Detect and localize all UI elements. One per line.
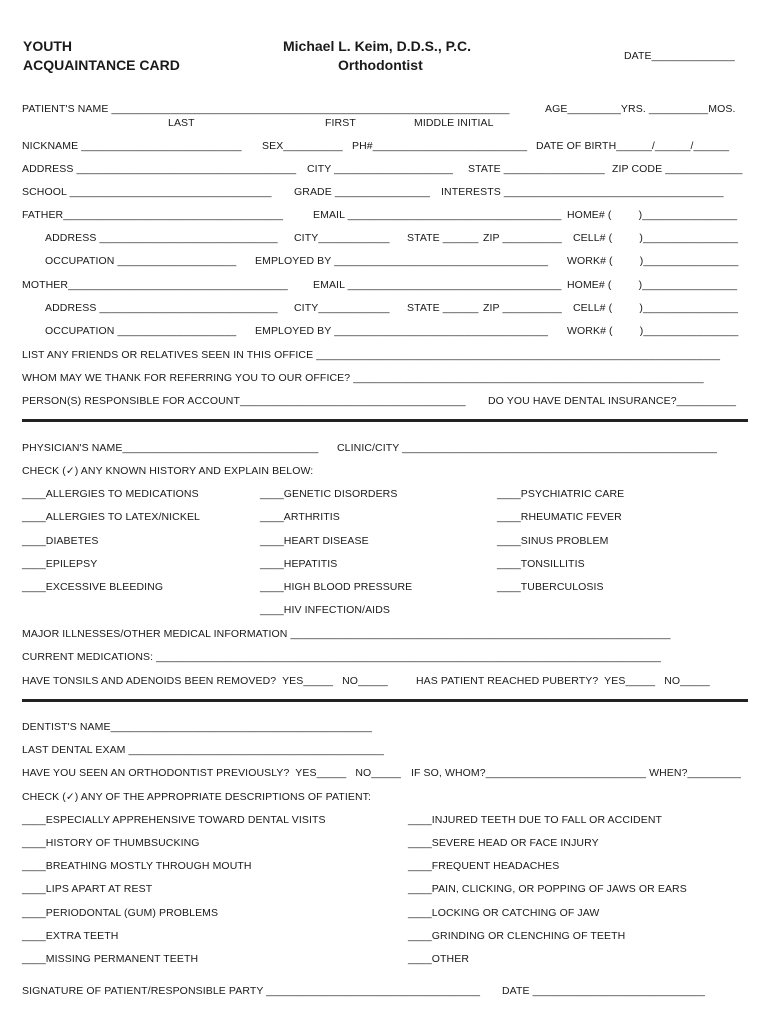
state-field[interactable]: STATE _________________ <box>468 163 605 175</box>
puberty-field[interactable]: HAS PATIENT REACHED PUBERTY? YES_____ NO_____ <box>416 675 710 687</box>
history-heart-disease[interactable]: ____HEART DISEASE <box>260 535 369 547</box>
referral-field[interactable]: WHOM MAY WE THANK FOR REFERRING YOU TO OUR OFFICE? ___________________________________________________________ <box>22 372 704 384</box>
city-field[interactable]: CITY ____________________ <box>307 163 453 175</box>
father-occupation-field[interactable]: OCCUPATION ____________________ <box>45 255 237 267</box>
patient-check-instruction: CHECK (✓) ANY OF THE APPROPRIATE DESCRIPTIONS OF PATIENT: <box>22 791 371 803</box>
grade-field[interactable]: GRADE ________________ <box>294 186 430 198</box>
mother-state-field[interactable]: STATE ______ <box>407 302 479 314</box>
section-divider-1 <box>22 419 748 422</box>
father-field[interactable]: FATHER_____________________________________ <box>22 209 284 221</box>
desc-jaw-locking[interactable]: ____LOCKING OR CATCHING OF JAW <box>408 907 600 919</box>
mother-work-phone-field[interactable]: WORK# ( )________________ <box>567 325 739 337</box>
desc-missing-teeth[interactable]: ____MISSING PERMANENT TEETH <box>22 953 199 965</box>
physician-name-field[interactable]: PHYSICIAN'S NAME_________________________________ <box>22 442 319 454</box>
section-divider-2 <box>22 699 748 702</box>
desc-grinding[interactable]: ____GRINDING OR CLENCHING OF TEETH <box>408 930 626 942</box>
current-medications-field[interactable]: CURRENT MEDICATIONS: _____________________________________________________________________________________ <box>22 651 661 663</box>
sex-field[interactable]: SEX__________ <box>262 140 343 152</box>
father-state-field[interactable]: STATE ______ <box>407 232 479 244</box>
history-genetic-disorders[interactable]: ____GENETIC DISORDERS <box>260 488 398 500</box>
father-zip-field[interactable]: ZIP __________ <box>483 232 562 244</box>
previous-orthodontist-field[interactable]: HAVE YOU SEEN AN ORTHODONTIST PREVIOUSLY? YES_____ NO_____ <box>22 767 401 779</box>
desc-mouth-breathing[interactable]: ____BREATHING MOSTLY THROUGH MOUTH <box>22 860 252 872</box>
nickname-field[interactable]: NICKNAME ___________________________ <box>22 140 242 152</box>
mother-address-field[interactable]: ADDRESS ______________________________ <box>45 302 278 314</box>
tonsils-removed-field[interactable]: HAVE TONSILS AND ADENOIDS BEEN REMOVED? YES_____ NO_____ <box>22 675 388 687</box>
friends-relatives-field[interactable]: LIST ANY FRIENDS OR RELATIVES SEEN IN THIS OFFICE ____________________________________________________________________ <box>22 349 721 361</box>
father-employer-field[interactable]: EMPLOYED BY ____________________________________ <box>255 255 549 267</box>
last-dental-exam-field[interactable]: LAST DENTAL EXAM ___________________________________________ <box>22 744 384 756</box>
history-excessive-bleeding[interactable]: ____EXCESSIVE BLEEDING <box>22 581 164 593</box>
phone-field[interactable]: PH#__________________________ <box>352 140 528 152</box>
middle-initial-label: MIDDLE INITIAL <box>414 117 494 129</box>
dental-insurance-field[interactable]: DO YOU HAVE DENTAL INSURANCE?__________ <box>488 395 737 407</box>
desc-injured-teeth[interactable]: ____INJURED TEETH DUE TO FALL OR ACCIDENT <box>408 814 663 826</box>
zip-code-field[interactable]: ZIP CODE _____________ <box>612 163 743 175</box>
history-tuberculosis[interactable]: ____TUBERCULOSIS <box>497 581 604 593</box>
interests-field[interactable]: INTERESTS _____________________________________ <box>441 186 724 198</box>
school-field[interactable]: SCHOOL __________________________________ <box>22 186 272 198</box>
form-title-line1: YOUTH <box>23 38 72 54</box>
age-field[interactable]: AGE_________YRS. __________MOS. <box>545 103 736 115</box>
history-psychiatric-care[interactable]: ____PSYCHIATRIC CARE <box>497 488 625 500</box>
desc-extra-teeth[interactable]: ____EXTRA TEETH <box>22 930 119 942</box>
responsible-party-field[interactable]: PERSON(S) RESPONSIBLE FOR ACCOUNT______________________________________ <box>22 395 466 407</box>
history-sinus-problem[interactable]: ____SINUS PROBLEM <box>497 535 609 547</box>
mother-home-phone-field[interactable]: HOME# ( )________________ <box>567 279 738 291</box>
history-high-blood-pressure[interactable]: ____HIGH BLOOD PRESSURE <box>260 581 413 593</box>
father-work-phone-field[interactable]: WORK# ( )________________ <box>567 255 739 267</box>
patient-name-field[interactable]: PATIENT'S NAME ___________________________________________________________________ <box>22 103 510 115</box>
desc-jaw-pain[interactable]: ____PAIN, CLICKING, OR POPPING OF JAWS OR EARS <box>408 883 687 895</box>
signature-field[interactable]: SIGNATURE OF PATIENT/RESPONSIBLE PARTY ____________________________________ <box>22 985 481 997</box>
desc-periodontal[interactable]: ____PERIODONTAL (GUM) PROBLEMS <box>22 907 219 919</box>
mother-email-field[interactable]: EMAIL ____________________________________ <box>313 279 562 291</box>
last-label: LAST <box>168 117 195 129</box>
history-hepatitis[interactable]: ____HEPATITIS <box>260 558 338 570</box>
history-epilepsy[interactable]: ____EPILEPSY <box>22 558 98 570</box>
clinic-city-field[interactable]: CLINIC/CITY _____________________________________________________ <box>337 442 717 454</box>
dob-field[interactable]: DATE OF BIRTH______/______/______ <box>536 140 730 152</box>
mother-city-field[interactable]: CITY____________ <box>294 302 390 314</box>
desc-thumbsucking[interactable]: ____HISTORY OF THUMBSUCKING <box>22 837 200 849</box>
history-allergies-medications[interactable]: ____ALLERGIES TO MEDICATIONS <box>22 488 199 500</box>
medical-check-instruction: CHECK (✓) ANY KNOWN HISTORY AND EXPLAIN BELOW: <box>22 465 314 477</box>
mother-cell-field[interactable]: CELL# ( )________________ <box>573 302 739 314</box>
orthodontist-whom-when-field[interactable]: IF SO, WHOM?___________________________ WHEN?_________ <box>411 767 741 779</box>
signature-date-field[interactable]: DATE _____________________________ <box>502 985 705 997</box>
history-rheumatic-fever[interactable]: ____RHEUMATIC FEVER <box>497 511 622 523</box>
mother-zip-field[interactable]: ZIP __________ <box>483 302 562 314</box>
doctor-title: Orthodontist <box>338 57 423 73</box>
desc-head-face-injury[interactable]: ____SEVERE HEAD OR FACE INJURY <box>408 837 599 849</box>
desc-lips-apart[interactable]: ____LIPS APART AT REST <box>22 883 153 895</box>
desc-other[interactable]: ____OTHER <box>408 953 470 965</box>
father-city-field[interactable]: CITY____________ <box>294 232 390 244</box>
desc-apprehensive[interactable]: ____ESPECIALLY APPREHENSIVE TOWARD DENTAL VISITS <box>22 814 326 826</box>
history-hiv-aids[interactable]: ____HIV INFECTION/AIDS <box>260 604 390 616</box>
date-field[interactable]: DATE______________ <box>624 50 735 62</box>
dentist-name-field[interactable]: DENTIST'S NAME____________________________________________ <box>22 721 372 733</box>
father-email-field[interactable]: EMAIL ____________________________________ <box>313 209 562 221</box>
mother-employer-field[interactable]: EMPLOYED BY ____________________________________ <box>255 325 549 337</box>
history-diabetes[interactable]: ____DIABETES <box>22 535 99 547</box>
mother-occupation-field[interactable]: OCCUPATION ____________________ <box>45 325 237 337</box>
father-home-phone-field[interactable]: HOME# ( )________________ <box>567 209 738 221</box>
first-label: FIRST <box>325 117 356 129</box>
history-arthritis[interactable]: ____ARTHRITIS <box>260 511 340 523</box>
mother-field[interactable]: MOTHER_____________________________________ <box>22 279 288 291</box>
form-title-line2: ACQUAINTANCE CARD <box>23 57 180 73</box>
father-address-field[interactable]: ADDRESS ______________________________ <box>45 232 278 244</box>
address-field[interactable]: ADDRESS _____________________________________ <box>22 163 297 175</box>
desc-headaches[interactable]: ____FREQUENT HEADACHES <box>408 860 560 872</box>
major-illnesses-field[interactable]: MAJOR ILLNESSES/OTHER MEDICAL INFORMATION ________________________________________________________________ <box>22 628 671 640</box>
history-tonsillitis[interactable]: ____TONSILLITIS <box>497 558 585 570</box>
doctor-name: Michael L. Keim, D.D.S., P.C. <box>283 38 472 54</box>
father-cell-field[interactable]: CELL# ( )________________ <box>573 232 739 244</box>
history-allergies-latex[interactable]: ____ALLERGIES TO LATEX/NICKEL <box>22 511 200 523</box>
